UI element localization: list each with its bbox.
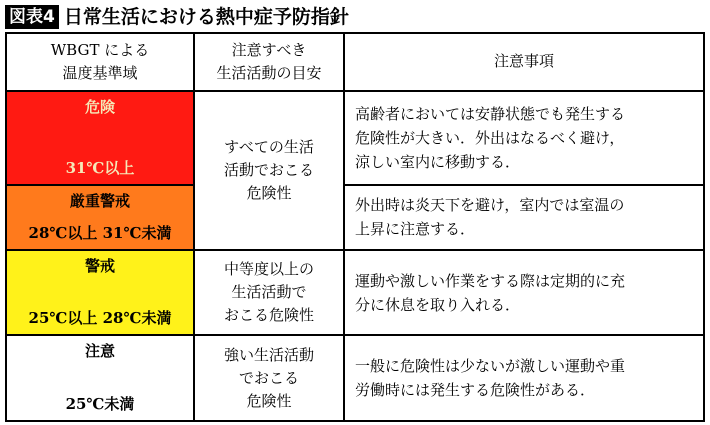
figure-label: 図表4 bbox=[5, 5, 59, 29]
table-row-warning bbox=[6, 250, 704, 336]
activity-line: すべての生活 bbox=[224, 137, 314, 156]
activity-line: 中等度以上の bbox=[223, 260, 314, 279]
table-row-caution bbox=[6, 335, 704, 421]
level-name: 警戒 bbox=[84, 256, 115, 275]
figure-title-bar bbox=[5, 4, 349, 30]
header-row bbox=[6, 33, 704, 91]
activity-line: 活動でおこる bbox=[223, 160, 314, 179]
level-name: 危険 bbox=[84, 97, 115, 116]
table-row-danger bbox=[6, 91, 704, 185]
activity-line: 危険性 bbox=[246, 391, 292, 410]
header-activity-line1: 注意すべき bbox=[231, 40, 307, 59]
note-line: 外出時は炎天下を避け，室内では室温の bbox=[355, 196, 625, 215]
level-name: 厳重警戒 bbox=[69, 191, 130, 210]
level-range: 25℃未満 bbox=[65, 395, 135, 413]
note-line: 分に休息を取り入れる． bbox=[355, 295, 521, 314]
header-wbgt-line2: 温度基準域 bbox=[62, 63, 138, 82]
header-activity-line2: 生活活動の目安 bbox=[216, 63, 322, 82]
level-range: 28℃以上 31℃未満 bbox=[28, 223, 172, 242]
activity-line: でおこる bbox=[238, 368, 299, 387]
note-line: 運動や激しい作業をする際は定期的に充 bbox=[355, 271, 626, 290]
level-severe-warning bbox=[6, 185, 194, 250]
note-line: 涼しい室内に移動する． bbox=[355, 152, 521, 171]
header-wbgt-line1: WBGT による bbox=[50, 40, 150, 59]
level-range: 31℃以上 bbox=[65, 158, 135, 177]
activity-line: おこる危険性 bbox=[223, 306, 314, 325]
note-line: 危険性が大きい．外出はなるべく避け， bbox=[355, 128, 625, 147]
note-danger bbox=[344, 91, 704, 185]
level-caution bbox=[6, 335, 194, 421]
activity-line: 生活活動で bbox=[231, 283, 307, 302]
note-line: 労働時には発生する危険性がある． bbox=[355, 381, 596, 400]
header-notes: 注意事項 bbox=[344, 33, 704, 91]
activity-moderate bbox=[194, 250, 344, 336]
activity-strong bbox=[194, 335, 344, 421]
heatstroke-guideline-table bbox=[5, 32, 705, 422]
note-line: 高齢者においては安静状態でも発生する bbox=[355, 104, 626, 123]
activity-all bbox=[194, 91, 344, 250]
level-name: 注意 bbox=[84, 342, 115, 361]
note-warning bbox=[344, 250, 704, 336]
note-caution bbox=[344, 335, 704, 421]
header-wbgt-level bbox=[6, 33, 194, 91]
figure-title: 日常生活における熱中症予防指針 bbox=[63, 6, 349, 28]
header-activity bbox=[194, 33, 344, 91]
note-line: 上昇に注意する． bbox=[355, 220, 476, 239]
note-line: 一般に危険性は少ないが激しい運動や重 bbox=[355, 357, 626, 376]
table-row-severe-warning bbox=[6, 185, 704, 250]
level-warning bbox=[6, 250, 194, 336]
activity-line: 危険性 bbox=[246, 183, 292, 202]
level-range: 25℃以上 28℃未満 bbox=[28, 309, 172, 328]
note-severe-warning bbox=[344, 185, 704, 250]
level-danger bbox=[6, 91, 194, 185]
activity-line: 強い生活活動 bbox=[223, 345, 314, 364]
